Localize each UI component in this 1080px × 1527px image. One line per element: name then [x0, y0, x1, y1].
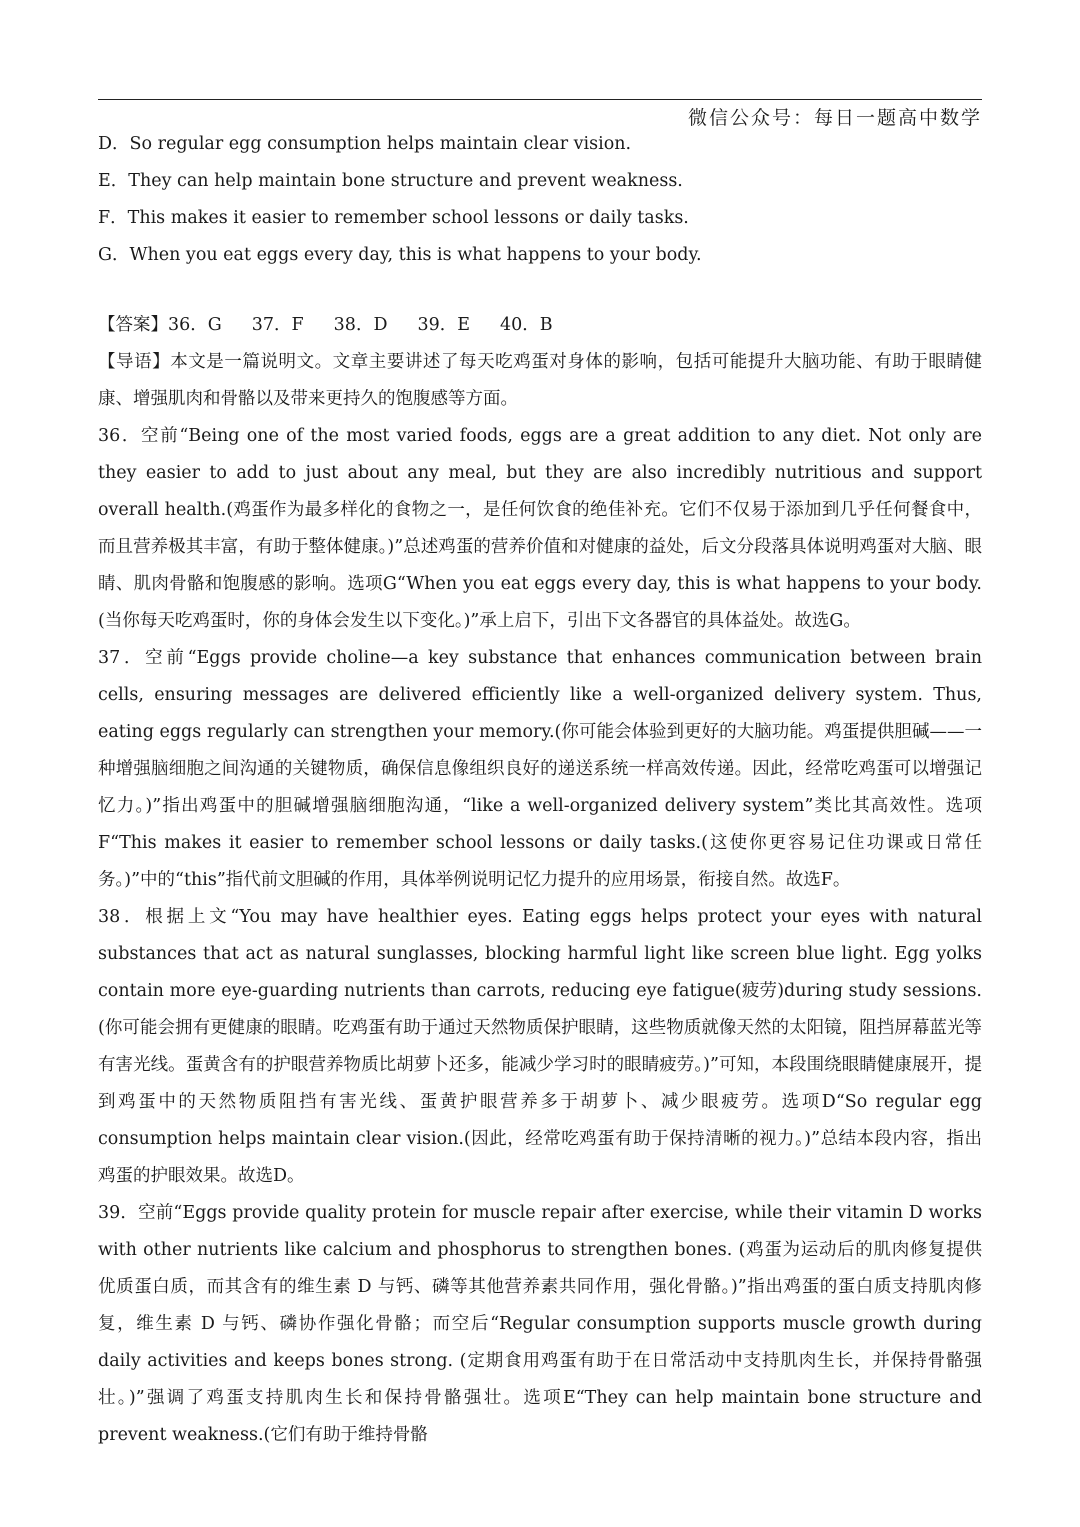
- answer-item: 36．G: [168, 315, 222, 335]
- option-d: D．So regular egg consumption helps maintain clear vision.: [98, 134, 632, 154]
- answer-item: 39．E: [417, 315, 471, 335]
- explanation-36: 36．空前“Being one of the most varied foods, eggs are a great addition to any diet. Not only are they easier to add to just about any meal, but they are also incredibly nutritious and support overall health.(鸡蛋作为最多样化的食物之一，是任何饮食的绝佳补充。它们不仅易于添加到几乎任何餐食中，而且营养极其丰富，有助于整体健康。)”总述鸡蛋的营养价值和对健康的益处，后文分段落具体说明鸡蛋对大脑、眼睛、肌肉骨骼和饱腹感的影响。选项G“When you eat eggs every day, this is what happens to your body.(当你每天吃鸡蛋时，你的身体会发生以下变化。)”承上启下，引出下文各器官的具体益处。故选G。: [98, 426, 982, 631]
- explanation-37: 37．空前“Eggs provide choline—a key substance that enhances communication between brain cells, ensuring messages are delivered efficiently like a well-organized delivery system. Thus, eating eggs regularly can strengthen your memory.(你可能会体验到更好的大脑功能。鸡蛋提供胆碱——一种增强脑细胞之间沟通的关键物质，确保信息像组织良好的递送系统一样高效传递。因此，经常吃鸡蛋可以增强记忆力。)”指出鸡蛋中的胆碱增强脑细胞沟通，“like a well-organized delivery system”类比其高效性。选项F“This makes it easier to remember school lessons or daily tasks.(这使你更容易记住功课或日常任务。)”中的“this”指代前文胆碱的作用，具体举例说明记忆力提升的应用场景，衔接自然。故选F。: [98, 648, 982, 890]
- options-list: [98, 126, 982, 274]
- header-rule: [98, 99, 982, 100]
- answer-line: [98, 307, 982, 344]
- option-e: E．They can help maintain bone structure and prevent weakness.: [98, 171, 683, 191]
- explanation-39: 39．空前“Eggs provide quality protein for muscle repair after exercise, while their vitamin D works with other nutrients like calcium and phosphorus to strengthen bones. (鸡蛋为运动后的肌肉修复提供优质蛋白质，而其含有的维生素 D 与钙、磷等其他营养素共同作用，强化骨骼。)”指出鸡蛋的蛋白质支持肌肉修复，维生素 D 与钙、磷协作强化骨骼；而空后“Regular consumption supports muscle growth during daily activities and keeps bones strong. (定期食用鸡蛋有助于在日常活动中支持肌肉生长，并保持骨骼强壮。)”强调了鸡蛋支持肌肉生长和保持骨骼强壮。选项E“They can help maintain bone structure and prevent weakness.(它们有助于维持骨骼: [98, 1203, 982, 1445]
- spacer: [98, 274, 982, 307]
- option-g: G．When you eat eggs every day, this is what happens to your body.: [98, 245, 702, 265]
- explanation-38: 38．根据上文“You may have healthier eyes. Eating eggs helps protect your eyes with natural substances that act as natural sunglasses, blocking harmful light like screen blue light. Egg yolks contain more eye-guarding nutrients than carrots, reducing eye fatigue(疲劳)during study sessions.(你可能会拥有更健康的眼睛。吃鸡蛋有助于通过天然物质保护眼睛，这些物质就像天然的太阳镜，阻挡屏幕蓝光等有害光线。蛋黄含有的护眼营养物质比胡萝卜还多，能减少学习时的眼睛疲劳。)”可知，本段围绕眼睛健康展开，提到鸡蛋中的天然物质阻挡有害光线、蛋黄护眼营养多于胡萝卜、减少眼疲劳。选项D“So regular egg consumption helps maintain clear vision.(因此，经常吃鸡蛋有助于保持清晰的视力。)”总结本段内容，指出鸡蛋的护眼效果。故选D。: [98, 907, 982, 1186]
- answer-item: 38．D: [333, 315, 388, 335]
- answer-item: 40．B: [500, 315, 553, 335]
- header-text: 微信公众号：每日一题高中数学: [687, 107, 982, 129]
- guide-paragraph: 【导语】本文是一篇说明文。文章主要讲述了每天吃鸡蛋对身体的影响，包括可能提升大脑功能、有助于眼睛健康、增强肌肉和骨骼以及带来更持久的饱腹感等方面。: [98, 352, 982, 409]
- answer-item: 37．F: [251, 315, 304, 335]
- document-body: [98, 126, 982, 1454]
- option-f: F．This makes it easier to remember school lessons or daily tasks.: [98, 208, 689, 228]
- answer-label: 【答案】: [98, 315, 168, 335]
